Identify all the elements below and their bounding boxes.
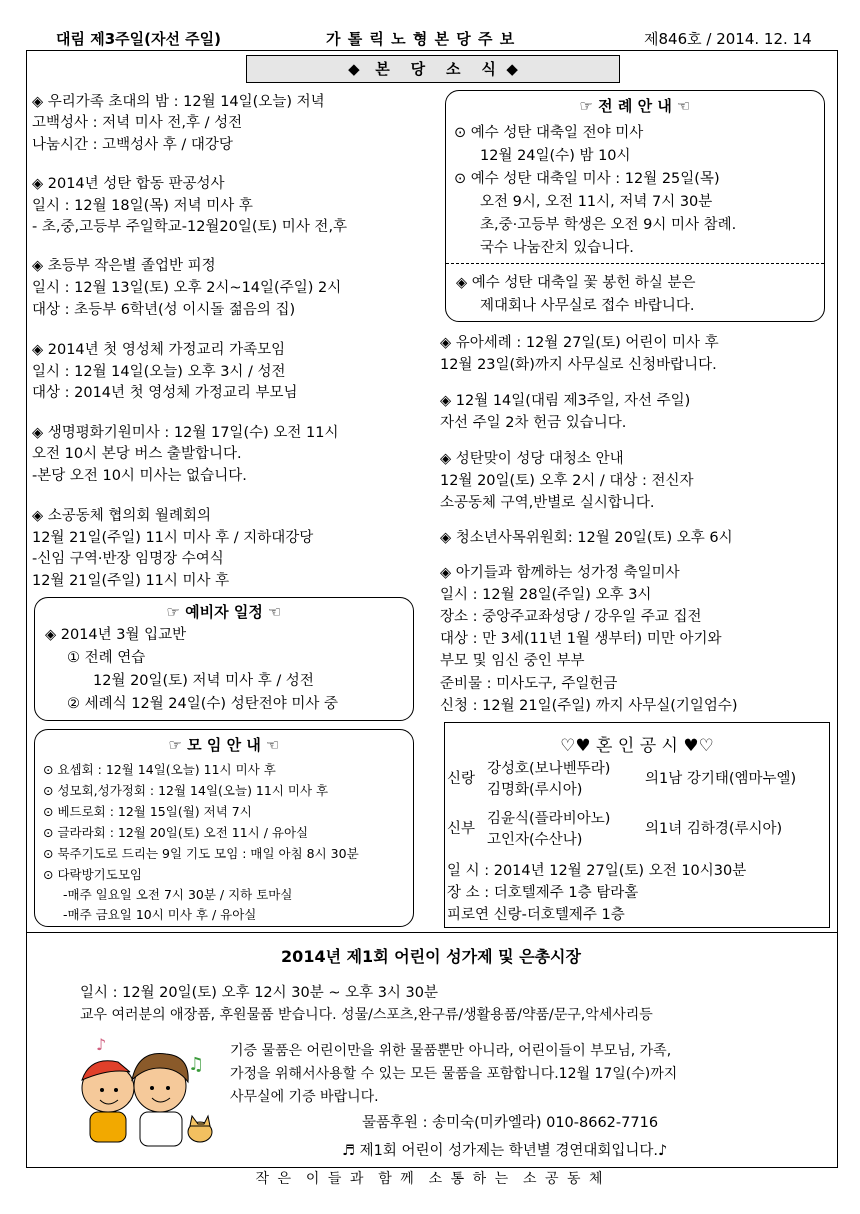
list-item: ⊙ 베드로회 : 12월 15일(월) 저녁 7시 — [43, 804, 252, 819]
list-item: ⊙ 묵주기도로 드리는 9일 기도 모임 : 매일 아침 8시 30분 — [43, 846, 359, 861]
list-item: ⊙ 요셉회 : 12월 14일(오늘) 11시 미사 후 — [43, 762, 276, 777]
list-item: 준비물 : 미사도구, 주일헌금 — [440, 676, 618, 692]
catechumen-box — [34, 597, 414, 721]
catechumen-title: ☞ 예비자 일정 ☜ — [166, 603, 282, 621]
list-item: ◈ 생명평화기원미사 : 12월 17일(수) 오전 11시 — [32, 425, 339, 441]
list-item: ◈ 우리가족 초대의 밤 : 12월 14일(오늘) 저녁 — [32, 94, 325, 110]
list-item: 12월 24일(수) 밤 10시 — [480, 148, 631, 164]
list-item: 고백성사 : 저녁 미사 전,후 / 성전 — [32, 115, 243, 131]
list-item: ◈ 2014년 3월 입교반 — [45, 627, 187, 643]
festival-note: ♬ 제1회 어린이 성가제는 학년별 경연대회입니다.♪ — [342, 1143, 668, 1159]
groom-relation: 의1남 강기태(엠마누엘) — [645, 771, 797, 787]
list-item: 12월 21일(주일) 11시 미사 후 / 지하대강당 — [32, 530, 314, 546]
list-item: 오전 10시 본당 버스 출발합니다. — [32, 446, 242, 462]
svg-text:♫: ♫ — [188, 1054, 205, 1075]
list-item: 12월 21일(주일) 11시 미사 후 — [32, 573, 230, 589]
cat-icon — [188, 1116, 212, 1142]
list-item: 대상 : 2014년 첫 영성체 가정교리 부모님 — [32, 385, 298, 401]
list-item: 제대회나 사무실로 접수 바랍니다. — [480, 298, 695, 314]
divider — [446, 263, 824, 264]
meetings-box — [34, 729, 414, 927]
list-item: 자선 주일 2차 헌금 있습니다. — [440, 415, 627, 431]
list-item: ◈ 초등부 작은별 졸업반 피정 — [32, 258, 216, 274]
bride-relation: 의1녀 김하경(루시아) — [645, 821, 783, 837]
list-item: ② 세례식 12월 24일(수) 성탄전야 미사 중 — [67, 696, 338, 712]
list-item: 일시 : 12월 13일(토) 오후 2시~14일(주일) 2시 — [32, 280, 342, 296]
groom-label: 신랑 — [447, 771, 476, 787]
list-item: ◈ 아기들과 함께하는 성가정 축일미사 — [440, 565, 680, 581]
list-item: 대상 : 만 3세(11년 1월 생부터) 미만 아기와 — [440, 631, 722, 647]
list-item: ◈ 2014년 첫 영성체 가정교리 가족모임 — [32, 342, 286, 358]
list-item: ① 전례 연습 — [67, 650, 146, 666]
list-item: 12월 23일(화)까지 사무실로 신청바랍니다. — [440, 357, 717, 373]
list-item: ◈ 청소년사목위원회: 12월 20일(토) 오후 6시 — [440, 530, 733, 546]
boy-with-cap-icon — [82, 1061, 134, 1142]
liturgy-title: ☞ 전 례 안 내 ☜ — [579, 97, 691, 115]
list-item: ⊙ 다락방기도모임 — [43, 867, 142, 882]
list-item: 부모 및 임신 중인 부부 — [440, 653, 585, 669]
section-banner: ◆ 본 당 소 식 ◆ — [246, 55, 620, 83]
header-center: 가 톨 릭 노 형 본 당 주 보 — [326, 30, 516, 48]
wedding-box — [444, 722, 830, 928]
list-item: ◈ 2014년 성탄 합동 판공성사 — [32, 176, 225, 192]
list-item: 일시 : 12월 14일(오늘) 오후 3시 / 성전 — [32, 364, 286, 380]
list-item: ⊙ 성모회,성가정회 : 12월 14일(오늘) 11시 미사 후 — [43, 783, 329, 798]
liturgy-box — [445, 90, 825, 322]
footer-slogan: 작 은 이 들 과 함 께 소 통 하 는 소 공 동 체 — [255, 1171, 605, 1187]
list-item: 나눔시간 : 고백성사 후 / 대강당 — [32, 137, 233, 153]
festival-title: 2014년 제1회 어린이 성가제 및 은총시장 — [281, 947, 581, 966]
festival-sponsor: 물품후원 : 송미숙(미카엘라) 010-8662-7716 — [362, 1115, 659, 1131]
header-left: 대림 제3주일(자선 주일) — [56, 30, 222, 48]
list-item: ⊙ 예수 성탄 대축일 미사 : 12월 25일(목) — [454, 171, 720, 187]
list-item: ⊙ 예수 성탄 대축일 전야 미사 — [454, 125, 644, 141]
meetings-title: ☞ 모 임 안 내 ☜ — [168, 736, 280, 754]
children-illustration — [60, 1028, 220, 1158]
header-right: 제846호 / 2014. 12. 14 — [644, 30, 812, 48]
list-item: ◈ 성탄맞이 성당 대청소 안내 — [440, 451, 624, 467]
list-item: 국수 나눔잔치 있습니다. — [480, 240, 634, 256]
list-item: -신임 구역·반장 임명장 수여식 — [32, 551, 224, 567]
list-item: 일시 : 12월 28일(주일) 오후 3시 — [440, 587, 652, 603]
wedding-date: 일 시 : 2014년 12월 27일(토) 오전 10시30분 — [447, 863, 747, 879]
list-item: -매주 일요일 오전 7시 30분 / 지하 토마실 — [63, 887, 293, 902]
festival-donations: 교우 여러분의 애장품, 후원물품 받습니다. 성물/스포츠,완구류/생활용품/약품/문구,악세사리등 — [80, 1007, 653, 1023]
list-item: ⊙ 글라라회 : 12월 20일(토) 오전 11시 / 유아실 — [43, 825, 309, 840]
festival-para: 사무실에 기증 바랍니다. — [230, 1089, 379, 1105]
list-item: 초,중·고등부 학생은 오전 9시 미사 참례. — [480, 217, 737, 233]
bride-parent: 고인자(수산나) — [487, 832, 583, 848]
list-item: -본당 오전 10시 미사는 없습니다. — [32, 468, 247, 484]
list-item: ◈ 12월 14일(대림 제3주일, 자선 주일) — [440, 393, 691, 409]
groom-name: 강성호(보나벤뚜라) — [487, 761, 611, 777]
bride-name: 김윤식(플라비아노) — [487, 811, 611, 827]
list-item: 12월 20일(토) 저녁 미사 후 / 성전 — [93, 673, 314, 689]
boy-with-hair-icon — [132, 1054, 188, 1146]
wedding-reception: 피로연 신랑-더호텔제주 1층 — [447, 907, 625, 923]
festival-para: 기증 물품은 어린이만을 위한 물품뿐만 아니라, 어린이들이 부모님, 가족, — [230, 1043, 672, 1059]
festival-para: 가정을 위해서사용할 수 있는 모든 물품을 포함합니다.12월 17일(수)까지 — [230, 1066, 678, 1082]
list-item: 오전 9시, 오전 11시, 저녁 7시 30분 — [480, 194, 713, 210]
list-item: 일시 : 12월 18일(목) 저녁 미사 후 — [32, 198, 253, 214]
list-item: ◈ 예수 성탄 대축일 꽃 봉헌 하실 분은 — [456, 275, 696, 291]
festival-divider — [27, 932, 837, 933]
festival-date: 일시 : 12월 20일(토) 오후 12시 30분 ~ 오후 3시 30분 — [80, 985, 439, 1001]
bride-label: 신부 — [447, 821, 476, 837]
wedding-title: ♡♥ 혼 인 공 시 ♥♡ — [560, 736, 714, 756]
list-item: 소공동체 구역,반별로 실시합니다. — [440, 495, 655, 511]
groom-parent: 김명화(루시아) — [487, 782, 583, 798]
wedding-place: 장 소 : 더호텔제주 1층 탐라홀 — [447, 885, 639, 901]
list-item: 12월 20일(토) 오후 2시 / 대상 : 전신자 — [440, 473, 694, 489]
list-item: 신청 : 12월 21일(주일) 까지 사무실(기일엄수) — [440, 698, 738, 714]
svg-text:♪: ♪ — [96, 1035, 107, 1054]
list-item: - 초,중,고등부 주일학교-12월20일(토) 미사 전,후 — [32, 219, 348, 235]
list-item: ◈ 소공동체 협의회 월례회의 — [32, 508, 212, 524]
list-item: ◈ 유아세례 : 12월 27일(토) 어린이 미사 후 — [440, 335, 719, 351]
list-item: -매주 금요일 10시 미사 후 / 유아실 — [63, 907, 257, 922]
list-item: 대상 : 초등부 6학년(성 이시돌 젊음의 집) — [32, 302, 296, 318]
list-item: 장소 : 중앙주교좌성당 / 강우일 주교 집전 — [440, 609, 702, 625]
